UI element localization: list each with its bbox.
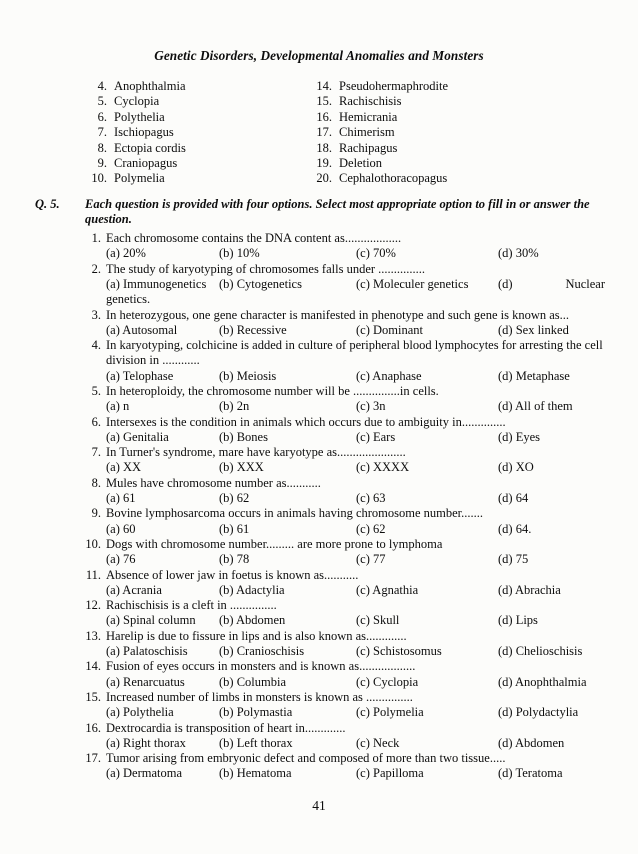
question-options <box>106 399 605 414</box>
question <box>85 629 605 660</box>
term-list-right-column <box>310 79 605 187</box>
term-number: 5. <box>97 94 107 109</box>
term-row <box>85 156 310 171</box>
question-text: In heteroploidy, the chromosome number will be ...............in cells. <box>106 384 439 398</box>
question-options <box>106 644 605 659</box>
question-continuation: genetics. <box>106 292 151 307</box>
question-number: 15. <box>85 689 101 704</box>
question <box>85 598 605 629</box>
option: (b) Left thorax <box>219 735 293 750</box>
question-text: Bovine lymphosarcoma occurs in animals having chromosome number....... <box>106 506 484 521</box>
term-number: 8. <box>97 140 107 155</box>
option: (b) Columbia <box>219 674 287 689</box>
question-body <box>106 568 605 599</box>
option: (d) Chelioschisis <box>498 644 583 659</box>
option: (c) 70% <box>356 246 396 261</box>
term-label: Chimerism <box>339 125 395 140</box>
option: (a) 61 <box>106 491 136 506</box>
option: (d) 30% <box>498 246 539 261</box>
term-number: 15. <box>316 94 332 109</box>
term-number: 17. <box>316 125 332 140</box>
option: (d) Teratoma <box>498 766 563 781</box>
question-number: 9. <box>91 506 101 521</box>
option-letter: (d) <box>498 276 513 291</box>
page-title: Genetic Disorders, Developmental Anomalies and Monsters <box>154 48 484 63</box>
question-text: The study of karyotyping of chromosomes falls under ............... <box>106 261 426 276</box>
option: (d) All of them <box>498 399 573 414</box>
option: (b) 10% <box>219 246 260 261</box>
term-label: Pseudohermaphrodite <box>339 79 449 93</box>
question-number: 13. <box>85 628 101 643</box>
term-row <box>85 141 310 156</box>
question-section-label: Q. 5. <box>35 196 60 211</box>
option: (b) 78 <box>219 552 250 567</box>
option: (c) Polymelia <box>356 705 424 720</box>
question-body <box>106 751 605 782</box>
option: (d) 64 <box>498 491 529 506</box>
option: (a) Telophase <box>106 368 174 383</box>
question <box>85 338 605 384</box>
question <box>85 415 605 446</box>
option-text: Nuclear <box>565 276 605 291</box>
question-number: 7. <box>91 445 101 460</box>
question-text: Rachischisis is a cleft in ............... <box>106 598 277 613</box>
term-label: Deletion <box>339 156 383 171</box>
option: (a) Autosomal <box>106 322 178 337</box>
question-body <box>106 690 605 721</box>
term-number: 14. <box>316 79 332 93</box>
question <box>85 231 605 262</box>
question-number: 16. <box>85 720 101 735</box>
option: (a) Genitalia <box>106 429 169 444</box>
question-options <box>106 491 605 506</box>
question-body <box>106 262 605 308</box>
option: (b) Meiosis <box>219 368 277 383</box>
term-label: Anophthalmia <box>114 79 186 93</box>
term-label: Rachipagus <box>339 140 398 155</box>
option <box>498 277 605 292</box>
term-label: Rachischisis <box>339 94 402 109</box>
term-number: 4. <box>97 79 107 93</box>
question-options <box>106 766 605 781</box>
question-options <box>106 277 605 292</box>
term-label: Ischiopagus <box>114 125 174 140</box>
option: (a) 76 <box>106 552 136 567</box>
question-text: Fusion of eyes occurs in monsters and is known as.................. <box>106 659 416 674</box>
option: (d) Abrachia <box>498 582 561 597</box>
question-body <box>106 231 605 262</box>
question <box>85 690 605 721</box>
page-number: 41 <box>312 798 326 813</box>
question-options <box>106 522 605 537</box>
question-text: Dextrocardia is transposition of heart in............. <box>106 720 346 735</box>
term-row <box>310 79 605 94</box>
term-number: 20. <box>316 171 332 186</box>
option: (b) Recessive <box>219 322 287 337</box>
question-number: 8. <box>91 475 101 490</box>
question-number: 11. <box>85 567 101 582</box>
option: (c) Schistosomus <box>356 644 442 659</box>
question-text: Absence of lower jaw in foetus is known as........... <box>106 567 359 582</box>
term-number: 16. <box>316 109 332 124</box>
question-text: In karyotyping, colchicine is added in culture of peripheral blood lymphocytes for arresting the cell division in ............ <box>106 338 603 368</box>
option: (c) XXXX <box>356 460 410 475</box>
term-label: Polymelia <box>114 171 165 186</box>
option: (c) Dominant <box>356 322 423 337</box>
option: (c) Agnathia <box>356 582 419 597</box>
option: (c) 63 <box>356 491 386 506</box>
questions-list <box>85 231 605 782</box>
option: (a) 20% <box>106 246 146 261</box>
term-row <box>310 110 605 125</box>
question <box>85 476 605 507</box>
term-number: 19. <box>316 156 332 171</box>
question-number: 3. <box>91 307 101 322</box>
question-options <box>106 613 605 628</box>
question-body <box>106 537 605 568</box>
option: (b) Cranioschisis <box>219 644 305 659</box>
question-body <box>106 384 605 415</box>
option: (b) Abdomen <box>219 613 286 628</box>
option: (c) 3n <box>356 399 386 414</box>
question-number: 2. <box>91 261 101 276</box>
question-body <box>106 659 605 690</box>
term-row <box>85 79 310 94</box>
question <box>85 308 605 339</box>
option: (b) Bones <box>219 429 268 444</box>
option: (d) 75 <box>498 552 529 567</box>
term-label: Ectopia cordis <box>114 140 186 155</box>
option: (b) Adactylia <box>219 582 285 597</box>
term-row <box>85 94 310 109</box>
question-text: Harelip is due to fissure in lips and is also known as............. <box>106 628 407 643</box>
question-options <box>106 369 605 384</box>
option: (a) Polythelia <box>106 705 174 720</box>
question-number: 5. <box>91 384 101 398</box>
term-number: 7. <box>97 125 107 140</box>
term-row <box>85 110 310 125</box>
option: (c) 62 <box>356 521 386 536</box>
question <box>85 751 605 782</box>
term-number: 18. <box>316 140 332 155</box>
question-section-intro: Each question is provided with four options. Select most appropriate option to fill in or answer the question. <box>85 196 590 227</box>
term-label: Cephalothoracopagus <box>339 171 448 186</box>
term-row <box>85 171 310 186</box>
question-text: Increased number of limbs in monsters is known as ............... <box>106 689 413 704</box>
question-options <box>106 736 605 751</box>
option: (c) Anaphase <box>356 368 422 383</box>
question-section-header <box>35 197 605 228</box>
term-number: 6. <box>97 109 107 124</box>
option: (c) Skull <box>356 613 400 628</box>
question-options <box>106 552 605 567</box>
term-row <box>85 125 310 140</box>
option: (d) Polydactylia <box>498 705 579 720</box>
term-number: 10. <box>91 171 107 186</box>
question-options <box>106 246 605 261</box>
option: (b) XXX <box>219 460 264 475</box>
question-number: 12. <box>85 598 101 613</box>
option: (b) 62 <box>219 491 250 506</box>
question <box>85 506 605 537</box>
option: (c) Neck <box>356 735 400 750</box>
option: (a) n <box>106 399 130 414</box>
question-options <box>106 430 605 445</box>
question-options <box>106 323 605 338</box>
question-body <box>106 308 605 339</box>
question-options <box>106 705 605 720</box>
question-options <box>106 675 605 690</box>
option: (c) Papilloma <box>356 766 424 781</box>
term-label: Craniopagus <box>114 156 178 171</box>
option: (d) XO <box>498 460 534 475</box>
question-number: 17. <box>85 751 101 766</box>
term-label: Hemicrania <box>339 109 398 124</box>
question-text: Intersexes is the condition in animals which occurs due to ambiguity in.............. <box>106 414 506 429</box>
option: (c) Ears <box>356 429 396 444</box>
question-number: 4. <box>91 338 101 353</box>
question-number: 14. <box>85 659 101 674</box>
question-number: 10. <box>85 536 101 551</box>
term-label: Polythelia <box>114 109 165 124</box>
option: (b) Polymastia <box>219 705 293 720</box>
question-body <box>106 415 605 446</box>
question-number: 1. <box>91 231 101 246</box>
option: (a) 60 <box>106 521 136 536</box>
question-text: Tumor arising from embryonic defect and composed of more than two tissue..... <box>106 751 506 766</box>
question <box>85 445 605 476</box>
term-row <box>310 141 605 156</box>
option: (c) Cyclopia <box>356 674 419 689</box>
option: (c) 77 <box>356 552 386 567</box>
question-body <box>106 506 605 537</box>
question-text: Mules have chromosome number as........... <box>106 475 321 490</box>
question-body <box>106 598 605 629</box>
question-body <box>106 721 605 752</box>
term-row <box>310 94 605 109</box>
question-body <box>106 629 605 660</box>
option: (d) Anophthalmia <box>498 674 587 689</box>
question-body <box>106 445 605 476</box>
option: (b) 61 <box>219 521 250 536</box>
option: (a) Spinal column <box>106 613 196 628</box>
option: (a) Immunogenetics <box>106 276 207 291</box>
term-row <box>310 125 605 140</box>
question-options <box>106 583 605 598</box>
option: (b) Hematoma <box>219 766 292 781</box>
option: (a) XX <box>106 460 142 475</box>
question-options <box>106 460 605 475</box>
option: (d) Sex linked <box>498 322 569 337</box>
term-row <box>310 156 605 171</box>
question-text: In heterozygous, one gene character is manifested in phenotype and such gene is known as... <box>106 307 570 322</box>
option: (d) Abdomen <box>498 735 565 750</box>
option: (a) Right thorax <box>106 735 186 750</box>
term-number: 9. <box>97 156 107 171</box>
option: (d) Metaphase <box>498 368 570 383</box>
option: (a) Palatoschisis <box>106 644 188 659</box>
question-text: In Turner's syndrome, mare have karyotype as...................... <box>106 445 406 460</box>
question <box>85 659 605 690</box>
option: (c) Moleculer genetics <box>356 276 469 291</box>
question-body <box>106 476 605 507</box>
term-list <box>85 79 605 187</box>
question-number: 6. <box>91 414 101 429</box>
option: (d) 64. <box>498 521 532 536</box>
question <box>85 537 605 568</box>
option: (a) Dermatoma <box>106 766 183 781</box>
option: (b) 2n <box>219 399 250 414</box>
question-text: Each chromosome contains the DNA content as.................. <box>106 231 402 246</box>
term-list-left-column <box>85 79 310 187</box>
question <box>85 568 605 599</box>
question <box>85 262 605 308</box>
question <box>85 721 605 752</box>
question-text: Dogs with chromosome number......... are more prone to lymphoma <box>106 536 443 551</box>
question <box>85 384 605 415</box>
term-row <box>310 171 605 186</box>
question-body <box>106 338 605 384</box>
option: (a) Renarcuatus <box>106 674 185 689</box>
option: (d) Eyes <box>498 429 540 444</box>
option: (d) Lips <box>498 613 538 628</box>
option: (a) Acrania <box>106 582 162 597</box>
option: (b) Cytogenetics <box>219 276 302 291</box>
term-label: Cyclopia <box>114 94 160 109</box>
